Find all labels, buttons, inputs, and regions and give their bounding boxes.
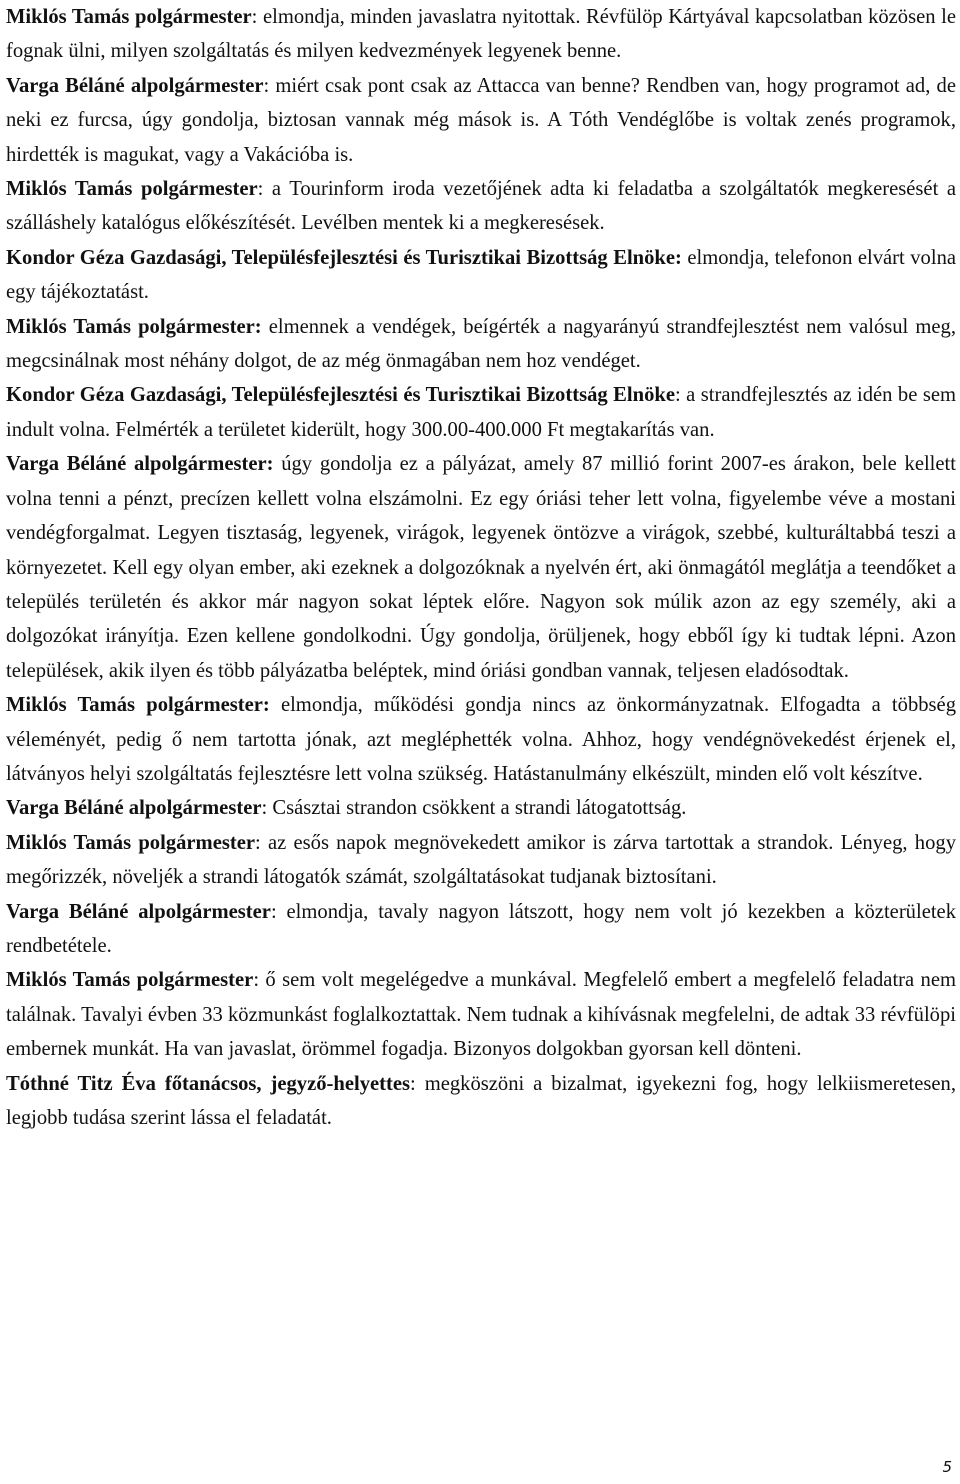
paragraph bbox=[6, 826, 956, 895]
paragraph bbox=[6, 69, 956, 172]
paragraph bbox=[6, 0, 956, 69]
paragraph-text: elmennek a vendégek, beígérték a nagyarányú strandfejlesztést nem valósul meg, megcsinálnak most néhány dolgot, de az még önmagában nem hoz vendéget. bbox=[6, 315, 956, 373]
speaker-name: Miklós Tamás polgármester: bbox=[6, 694, 270, 717]
paragraph-text: elmondja, működési gondja nincs az önkormányzatnak. Elfogadta a többség véleményét, pedig ő nem tartotta jónak, azt megléphették volna. Ahhoz, hogy vendégnövekedést érjenek el, látványos helyi szolgáltatás fejlesztésre lett volna szükség. Hatástanulmány elkészült, minden elő volt készítve. bbox=[6, 694, 956, 785]
speaker-name: Miklós Tamás polgármester bbox=[6, 831, 256, 854]
document-page bbox=[6, 0, 956, 1135]
paragraph bbox=[6, 310, 956, 379]
speaker-name: Varga Béláné alpolgármester bbox=[6, 900, 271, 923]
paragraph-text: : megköszöni a bizalmat, igyekezni fog, hogy lelkiismeretesen, legjobb tudása szerint lássa el feladatát. bbox=[6, 1072, 956, 1129]
speaker-name: Varga Béláné alpolgármester bbox=[6, 74, 264, 97]
speaker-name: Miklós Tamás polgármester bbox=[6, 178, 258, 201]
paragraph-text: : a Tourinform iroda vezetőjének adta ki feladatba a szolgáltatók megkeresését a szálláshely katalógus előkészítését. Levélben mentek ki a megkeresések. bbox=[6, 178, 956, 235]
speaker-name: Tóthné Titz Éva főtanácsos, jegyző-helyettes bbox=[6, 1072, 411, 1095]
paragraph bbox=[6, 895, 956, 964]
paragraph-text: : az esős napok megnövekedett amikor is zárva tartottak a strandok. Lényeg, hogy megőrizzék, növeljék a strandi látogatók számát, szolgáltatásokat tudjanak biztosítani. bbox=[6, 831, 956, 889]
paragraph-text: : miért csak pont csak az Attacca van benne? Rendben van, hogy programot ad, de neki ez furcsa, úgy gondolja, biztosan vannak még mások is. A Tóth Vendéglőbe is voltak zenés programok, hirdették is magukat, vagy a Vakációba is. bbox=[6, 74, 956, 166]
paragraph-text: elmondja, telefonon elvárt volna egy tájékoztatást. bbox=[6, 246, 957, 304]
speaker-name: Miklós Tamás polgármester bbox=[6, 969, 254, 992]
paragraph bbox=[6, 688, 956, 791]
speaker-name: Varga Béláné alpolgármester: bbox=[6, 453, 274, 476]
speaker-name: Kondor Géza Gazdasági, Településfejlesztési és Turisztikai Bizottság Elnöke bbox=[6, 384, 675, 407]
speaker-name: Kondor Géza Gazdasági, Településfejlesztési és Turisztikai Bizottság Elnöke: bbox=[6, 246, 682, 269]
paragraph bbox=[6, 791, 956, 825]
paragraph bbox=[6, 447, 956, 688]
paragraph bbox=[6, 378, 956, 447]
paragraph-text: : a strandfejlesztés az idén be sem indult volna. Felmérték a területet kiderült, hogy 300.00-400.000 Ft megtakarítás van. bbox=[6, 384, 956, 441]
paragraph-text: : ő sem volt megelégedve a munkával. Megfelelő embert a megfelelő feladatra nem találnak. Tavalyi évben 33 közmunkást foglalkoztattak. Nem tudnak a kihívásnak megfelelni, de adtak 33 révfülöpi embernek munkát. Ha van javaslat, örömmel fogadja. Bizonyos dolgokban gyorsan kell dönteni. bbox=[6, 969, 957, 1061]
paragraph bbox=[6, 172, 956, 241]
paragraph bbox=[6, 1067, 956, 1136]
paragraph-text: : elmondja, minden javaslatra nyitottak. Révfülöp Kártyával kapcsolatban közösen le fognak ülni, milyen szolgáltatás és milyen kedvezmények legyenek benne. bbox=[6, 6, 956, 63]
speaker-name: Varga Béláné alpolgármester bbox=[6, 797, 262, 820]
paragraph bbox=[6, 963, 956, 1066]
speaker-name: Miklós Tamás polgármester: bbox=[6, 315, 262, 338]
paragraph-text: úgy gondolja ez a pályázat, amely 87 millió forint 2007-es árakon, bele kellett volna tenni a pénzt, precízen kellett volna elszámolni. Ez egy óriási teher lett volna, figyelembe véve a mostani vendégforgalmat. Legyen tisztaság, legyenek, virágok, legyenek öntözve a virágok, szebbé, kulturáltabbá teszi a környezetet. Kell egy olyan ember, aki ezeknek a dolgozóknak a nyelvén ért, aki önmagától meglátja a teendőket a település területén és akkor már nagyon sokat léptek előre. Nagyon sok múlik azon az egy személy, aki a dolgozókat irányítja. Ezen kellene gondolkodni. Úgy gondolja, örüljenek, hogy ebből így ki tudtak lépni. Azon települések, akik ilyen és több pályázatba beléptek, mind óriási gondban vannak, teljesen eladósodtak. bbox=[6, 453, 956, 682]
paragraph-text: : elmondja, tavaly nagyon látszott, hogy nem volt jó kezekben a közterületek rendbetétele. bbox=[6, 900, 956, 957]
page-number: 5 bbox=[942, 1458, 952, 1476]
paragraph bbox=[6, 241, 956, 310]
speaker-name: Miklós Tamás polgármester bbox=[6, 6, 252, 28]
paragraph-text: : Császtai strandon csökkent a strandi látogatottság. bbox=[261, 797, 687, 820]
